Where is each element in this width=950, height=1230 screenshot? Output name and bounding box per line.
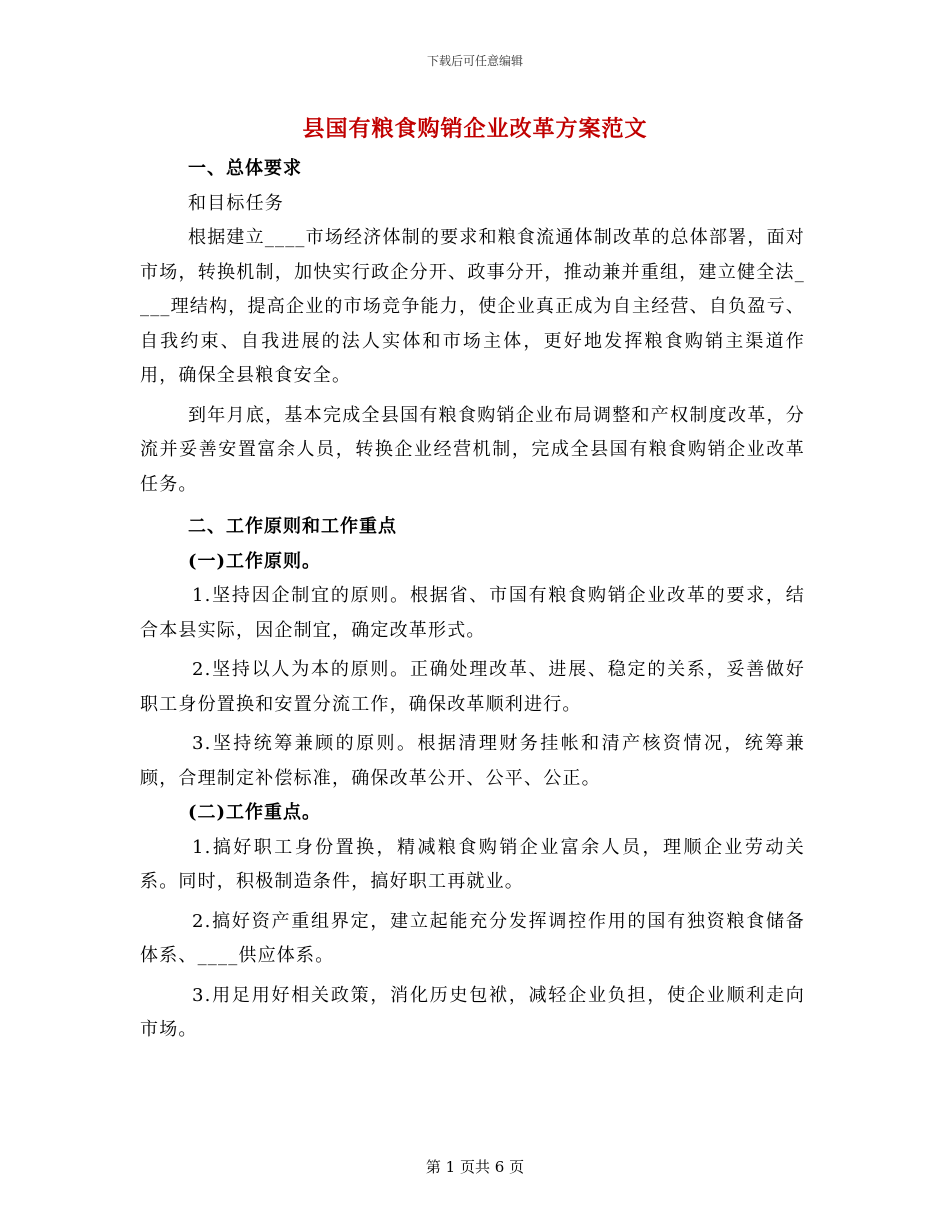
section-1-heading: 一、总体要求 — [188, 158, 302, 179]
focus-3: 3.用足用好相关政策，消化历史包袱，减轻企业负担，使企业顺利走向市场。 — [140, 984, 805, 1040]
document-body — [140, 152, 805, 1048]
section-2-sub-2-heading: (二)工作重点。 — [188, 802, 322, 823]
paragraph-1: 根据建立____市场经济体制的要求和粮食流通体制改革的总体部署，面对市场，转换机制，加快实行政企分开、政事分开，推动兼并重组，建立健全法____理结构，提高企业的市场竞争能力，使企业真正成为自主经营、自负盈亏、自我约束、自我进展的法人实体和市场主体，更好地发挥粮食购销主渠道作用，确保全县粮食安全。 — [140, 227, 805, 386]
principle-3: 3.坚持统筹兼顾的原则。根据清理财务挂帐和清产核资情况，统筹兼顾，合理制定补偿标准，确保改革公开、公平、公正。 — [140, 733, 805, 789]
principle-2: 2.坚持以人为本的原则。正确处理改革、进展、稳定的关系，妥善做好职工身份置换和安置分流工作，确保改革顺利进行。 — [140, 659, 805, 715]
section-2-heading: 二、工作原则和工作重点 — [188, 516, 397, 537]
page-number: 第 1 页共 6 页 — [425, 1158, 525, 1176]
section-1-subheading: 和目标任务 — [188, 192, 284, 214]
focus-1: 1.搞好职工身份置换，精减粮食购销企业富余人员，理顺企业劳动关系。同时，积极制造条件，搞好职工再就业。 — [140, 836, 805, 892]
focus-2: 2.搞好资产重组界定，建立起能充分发挥调控作用的国有独资粮食储备体系、____供应体系。 — [140, 910, 805, 966]
section-2-sub-1-heading: (一)工作原则。 — [188, 550, 322, 572]
paragraph-2: 到年月底，基本完成全县国有粮食购销企业布局调整和产权制度改革，分流并妥善安置富余人员，转换企业经营机制，完成全县国有粮食购销企业改革任务。 — [140, 404, 805, 495]
document-title: 县国有粮食购销企业改革方案范文 — [302, 116, 648, 142]
principle-1: 1.坚持因企制宜的原则。根据省、市国有粮食购销企业改革的要求，结合本县实际，因企制宜，确定改革形式。 — [140, 585, 805, 641]
page-header-note: 下载后可任意编辑 — [426, 54, 523, 68]
